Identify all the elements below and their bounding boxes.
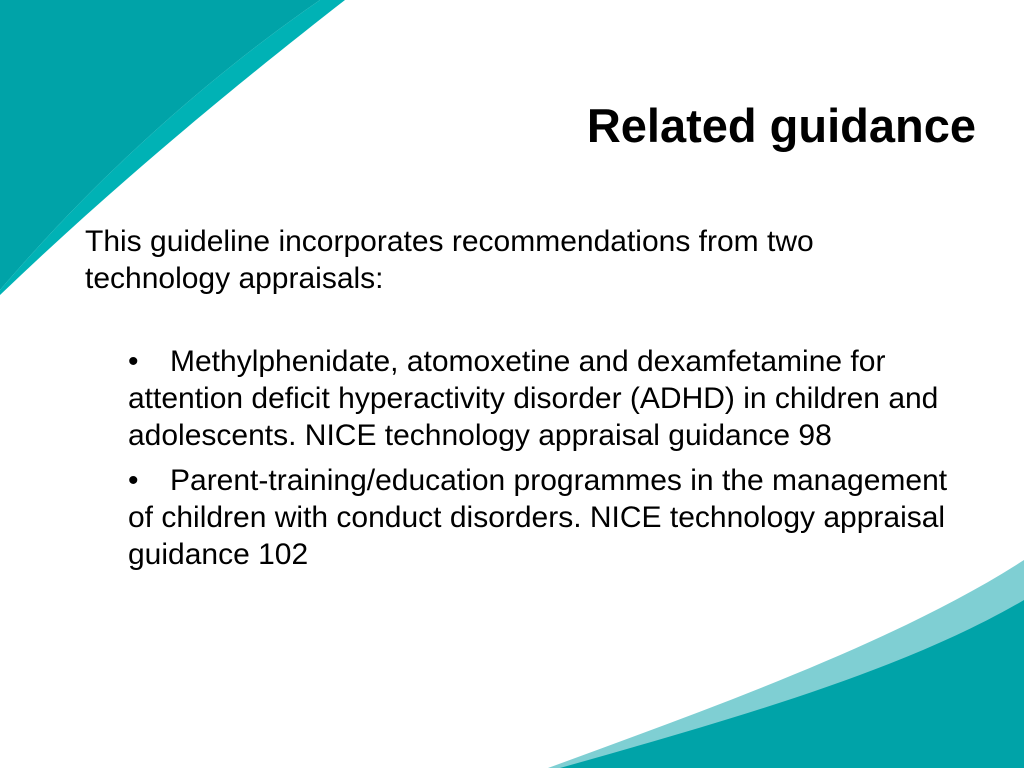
list-item: [128, 343, 958, 454]
list-item-text: Parent-training/education programmes in the management of children with conduct disorders. NICE technology appraisal guidance 102: [128, 464, 948, 571]
bullet-icon: •: [128, 345, 139, 378]
bullet-icon: •: [128, 464, 139, 497]
intro-paragraph: This guideline incorporates recommendations from two technology appraisals:: [85, 225, 814, 295]
slide-title: Related guidance: [586, 99, 976, 152]
list-item-text: Methylphenidate, atomoxetine and dexamfetamine for attention deficit hyperactivity disorder (ADHD) in children and adolescents. NICE technology appraisal guidance 98: [128, 345, 939, 452]
guidance-list: [128, 343, 958, 581]
list-item: [128, 462, 958, 573]
